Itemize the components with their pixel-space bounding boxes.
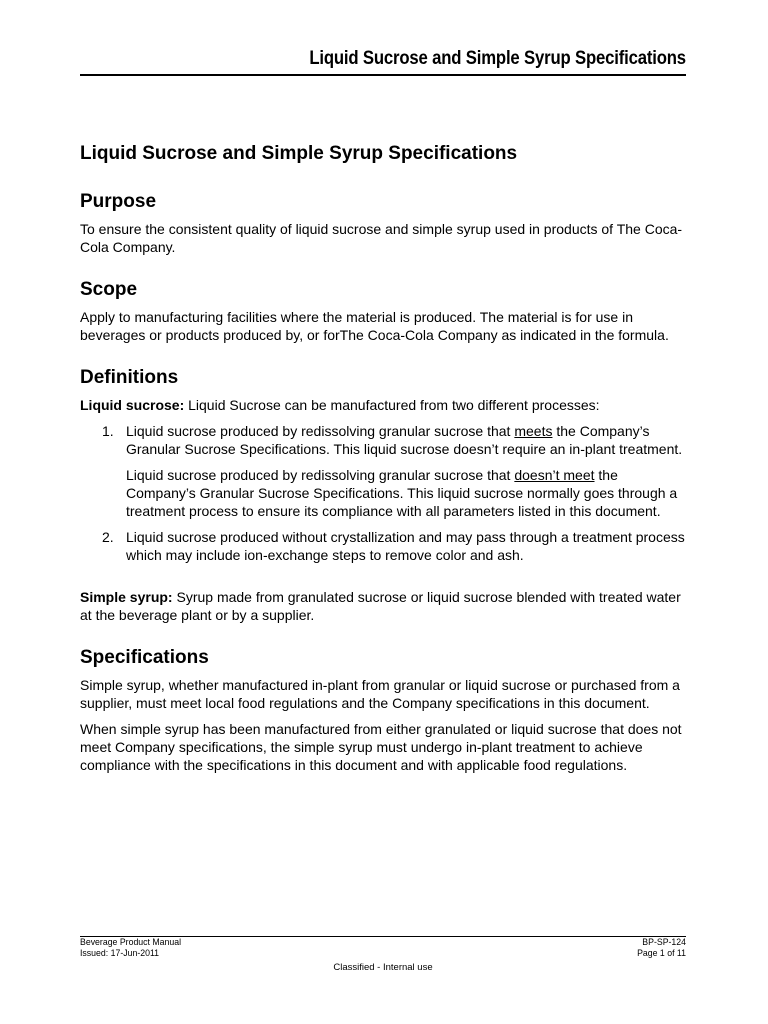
list-item: [80, 528, 690, 564]
footer-row-2: [80, 948, 686, 959]
footer-issued-date: Issued: 17-Jun-2011: [80, 948, 160, 959]
definitions-heading: Definitions: [80, 367, 179, 388]
purpose-heading: Purpose: [80, 191, 157, 212]
scope-text: Apply to manufacturing facilities where the material is produced. The material is for use in beverages or products produced by, or forThe Coca-Cola Company as indicated in the formula.: [80, 309, 669, 343]
subparagraph-text-part: the Company’s Granular Sucrose Specifications. This liquid sucrose normally goes through a treatment process to ensure its compliance with all parameters listed in this document.: [126, 467, 678, 519]
specifications-paragraph: Simple syrup, whether manufactured in-plant from granular or liquid sucrose or purchased from a supplier, must meet local food regulations and the Company specifications in this document.: [80, 677, 680, 711]
liquid-sucrose-term: Liquid sucrose:: [80, 397, 185, 413]
specifications-paragraph: When simple syrup has been manufactured from either granulated or liquid sucrose that does not meet Company specifications, the simple syrup must undergo in-plant treatment to achieve compliance with the specifications in this document and with applicable food regulations.: [80, 721, 682, 773]
subparagraph-text-part: Liquid sucrose produced by redissolving granular sucrose that: [126, 467, 515, 483]
definitions-section: [80, 366, 690, 624]
liquid-sucrose-text: Liquid Sucrose can be manufactured from two different processes:: [188, 397, 600, 413]
document-body: [80, 140, 690, 796]
footer-classification: Classified - Internal use: [333, 962, 433, 973]
simple-syrup-definition: [80, 588, 690, 624]
list-item-text: Liquid sucrose produced without crystallization and may pass through a treatment process which may include ion-exchange steps to remove color and ash.: [126, 529, 685, 563]
list-item-text: [126, 422, 690, 458]
specifications-heading: Specifications: [80, 647, 209, 668]
list-item-number: 2.: [102, 529, 114, 545]
list-item-number: 1.: [102, 423, 114, 439]
list-item-text-part: Liquid sucrose produced by redissolving granular sucrose that: [126, 423, 515, 439]
footer-page-number: Page 1 of 11: [637, 948, 687, 959]
liquid-sucrose-process-list: [80, 422, 690, 564]
liquid-sucrose-definition: [80, 396, 690, 414]
running-header: [80, 46, 686, 76]
simple-syrup-text: Syrup made from granulated sucrose or liquid sucrose blended with treated water at the beverage plant or by a supplier.: [80, 589, 681, 623]
scope-heading: Scope: [80, 279, 138, 300]
purpose-text: To ensure the consistent quality of liquid sucrose and simple syrup used in products of The Coca-Cola Company.: [80, 221, 683, 255]
simple-syrup-term: Simple syrup:: [80, 589, 173, 605]
purpose-section: [80, 190, 690, 256]
doesnt-meet-emphasis: doesn’t meet: [514, 467, 595, 483]
page-footer: [80, 936, 686, 973]
specifications-section: [80, 646, 690, 774]
running-header-title: Liquid Sucrose and Simple Syrup Specifications: [309, 48, 686, 69]
scope-section: [80, 278, 690, 344]
meets-emphasis: meets: [514, 423, 553, 439]
footer-row-1: [80, 937, 686, 948]
list-item-subparagraph: [126, 466, 690, 520]
document-title: Liquid Sucrose and Simple Syrup Specifications: [80, 143, 518, 164]
footer-manual-name: Beverage Product Manual: [80, 937, 182, 948]
list-item: [80, 422, 690, 520]
list-item-text-part: the Company’s Granular Sucrose Specifications. This liquid sucrose doesn’t require an in-plant treatment.: [126, 423, 683, 457]
footer-document-id: BP-SP-124: [642, 937, 687, 948]
